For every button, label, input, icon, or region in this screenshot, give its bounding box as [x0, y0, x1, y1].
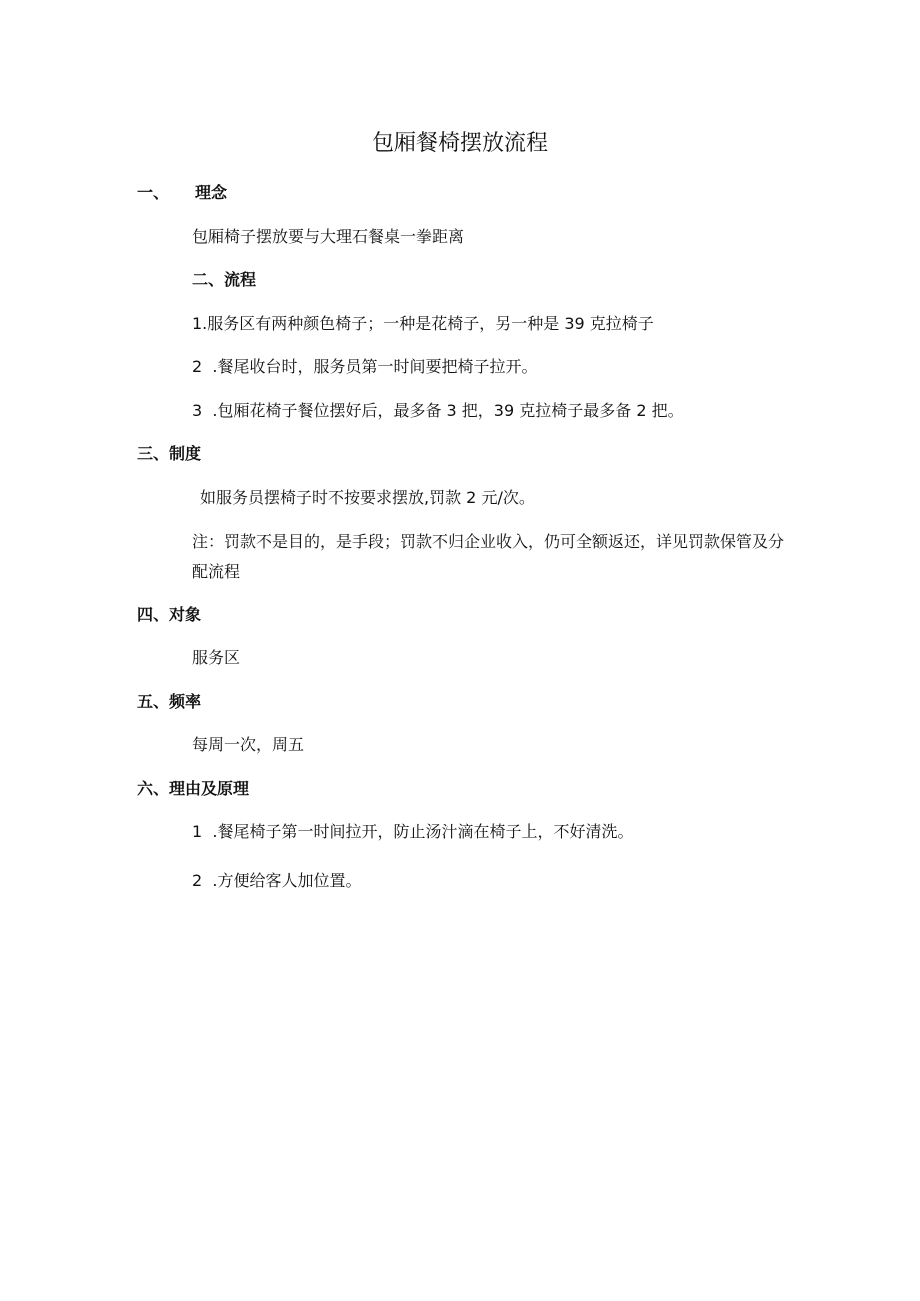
section-3-number: 三、: [137, 444, 170, 463]
section-4-title: 对象: [169, 605, 202, 624]
section-5-line-1: 每周一次，周五: [192, 735, 305, 754]
section-1-number: 一、: [137, 183, 170, 202]
section-6-heading: [137, 774, 249, 804]
section-4-heading: [137, 600, 201, 630]
section-1-heading: [137, 178, 227, 208]
section-2-heading: [192, 265, 256, 295]
section-2-number: 二、: [192, 270, 225, 289]
section-2-title: 流程: [224, 270, 257, 289]
document-title: 包厢餐椅摆放流程: [371, 131, 548, 156]
section-2-line-2: 2 .餐尾收台时，服务员第一时间要把椅子拉开。: [192, 357, 538, 376]
section-5-title: 频率: [169, 692, 202, 711]
section-4-line-1: 服务区: [192, 648, 241, 667]
section-3-line-1: 如服务员摆椅子时不按要求摆放,罚款 2 元/次。: [200, 488, 535, 507]
section-1-line-1: 包厢椅子摆放要与大理石餐桌一拳距离: [192, 227, 465, 246]
section-2-line-3: 3 .包厢花椅子餐位摆好后，最多备 3 把，39 克拉椅子最多备 2 把。: [192, 401, 684, 420]
section-3-heading: [137, 439, 201, 469]
section-6-line-1: 1 .餐尾椅子第一时间拉开，防止汤汁滴在椅子上，不好清洗。: [192, 822, 634, 841]
section-6-line-2: 2 .方便给客人加位置。: [192, 871, 362, 890]
section-3-line-2: 注：罚款不是目的，是手段；罚款不归企业收入，仍可全额返还，详见罚款保管及分配流程: [192, 532, 785, 581]
section-4-number: 四、: [137, 605, 170, 624]
section-6-number: 六、: [137, 779, 170, 798]
section-2-line-1: 1.服务区有两种颜色椅子；一种是花椅子，另一种是 39 克拉椅子: [192, 314, 654, 333]
section-5-number: 五、: [137, 692, 170, 711]
section-1-title: 理念: [195, 183, 228, 202]
section-6-title: 理由及原理: [169, 779, 250, 798]
section-5-heading: [137, 687, 201, 717]
section-3-title: 制度: [169, 444, 202, 463]
